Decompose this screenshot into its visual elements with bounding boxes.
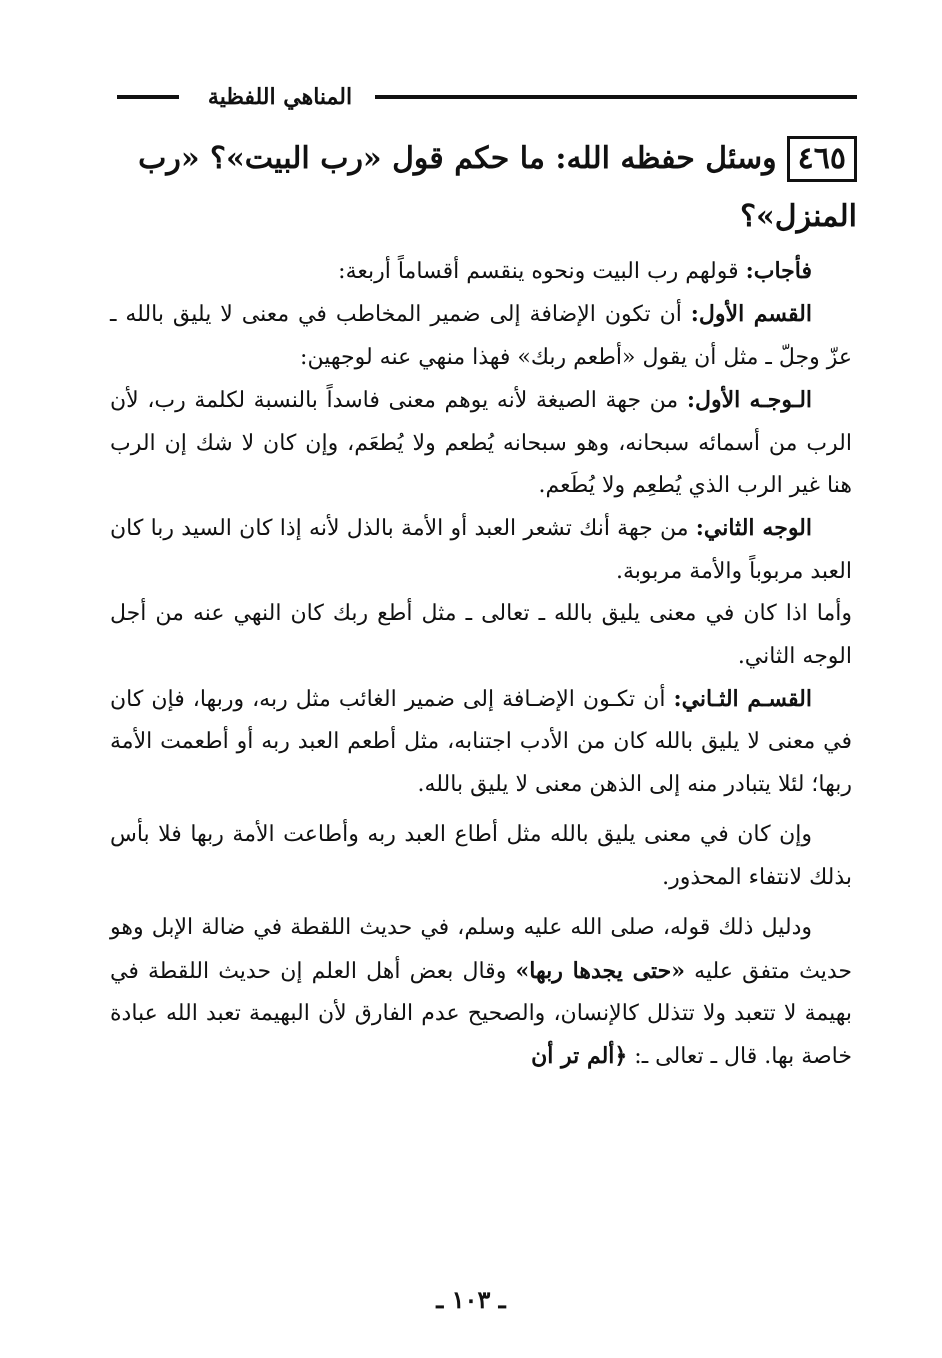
section-1-label: القسم الأول:: [690, 301, 813, 328]
header-title: المناهي اللفظية: [207, 84, 353, 110]
header-rule-left: [117, 95, 179, 99]
answer-intro: [110, 250, 852, 293]
aspect-2-text: من جهة أنك تشعر العبد أو الأمة بالذل لأنه إذا كان السيد ربا كان العبد مربوباً والأمة مربوبة.: [110, 516, 852, 584]
question-text: وسئل حفظه الله: ما حكم قول «رب البيت»؟ «رب المنزل»؟: [138, 141, 857, 234]
page-number: ـ ١٠٣ ـ: [436, 1285, 506, 1314]
question: [105, 130, 857, 246]
answer-body: [110, 250, 852, 1079]
running-header: [105, 80, 857, 120]
else-paragraph: وأما اذا كان في معنى يليق بالله ـ تعالى ـ مثل أطع ربك كان النهي عنه من أجل الوجه الثاني.: [110, 601, 852, 669]
quran-quote: ﴿ألم تر أن: [531, 1043, 628, 1070]
answer-intro-text: قولهم رب البيت ونحوه ينقسم أقساماً أربعة:: [338, 259, 739, 284]
aspect-2-label: الوجه الثاني:: [695, 515, 812, 542]
section-2-label: القسـم الثـاني:: [673, 686, 812, 713]
aspect-1-label: الـوجـه الأول:: [686, 387, 813, 414]
section-1-paragraph: [110, 293, 852, 379]
section-1-text: أن تكون الإضافة إلى ضمير المخاطب في معنى لا يليق بالله ـ عزّ وجلّ ـ مثل أن يقول «أطعم ربك» فهذا منهي عنه لوجهين:: [110, 302, 852, 370]
answer-label: فأجاب:: [745, 258, 812, 284]
aspect-1-text: من جهة الصيغة لأنه يوهم معنى فاسداً بالنسبة لكلمة رب، لأن الرب من أسمائه سبحانه، وهو سبحانه يُطعم ولا يُطعَم، وإن كان لا شك إن الرب هنا غير الرب الذي يُطعِم ولا يُطَعم.: [110, 388, 852, 499]
section-2-text: أن تكـون الإضـافة إلى ضمير الغائب مثل ربه، وربها، فإن كان في معنى لا يليق بالله كان من الأدب اجتنابه، مثل أطعم العبد ربه أو أطعمت الأمة ربها؛ لئلا يتبادر منه إلى الذهن معنى لا يليق بالله.: [110, 687, 852, 797]
evidence-paragraph: [110, 907, 852, 1079]
evidence-text-1: ودليل ذلك قوله، صلى الله عليه وسلم، في حديث اللقطة في ضالة الإبل وهو حديث متفق عليه: [110, 915, 853, 984]
section-2-paragraph: [110, 678, 852, 806]
question-number-box: ٤٦٥: [787, 136, 857, 182]
aspect-1-paragraph: [110, 379, 852, 507]
if-paragraph: وإن كان في معنى يليق بالله مثل أطاع العبد ربه وأطاعت الأمة ربها فلا بأس بذلك لانتفاء المحذور.: [110, 822, 852, 890]
hadith-quote: «حتى يجدها ربها»: [515, 957, 685, 984]
evidence-text-2: وقال بعض أهل العلم إن حديث اللقطة في بهيمة لا تتعبد ولا تتذلل كالإنسان، والصحيح عدم الفارق لأن البهيمة تعبد الله عبادة خاصة بها. قال ـ تعالى ـ:: [110, 958, 852, 1070]
header-rule-right: [375, 95, 857, 99]
aspect-2-paragraph: [110, 507, 852, 593]
